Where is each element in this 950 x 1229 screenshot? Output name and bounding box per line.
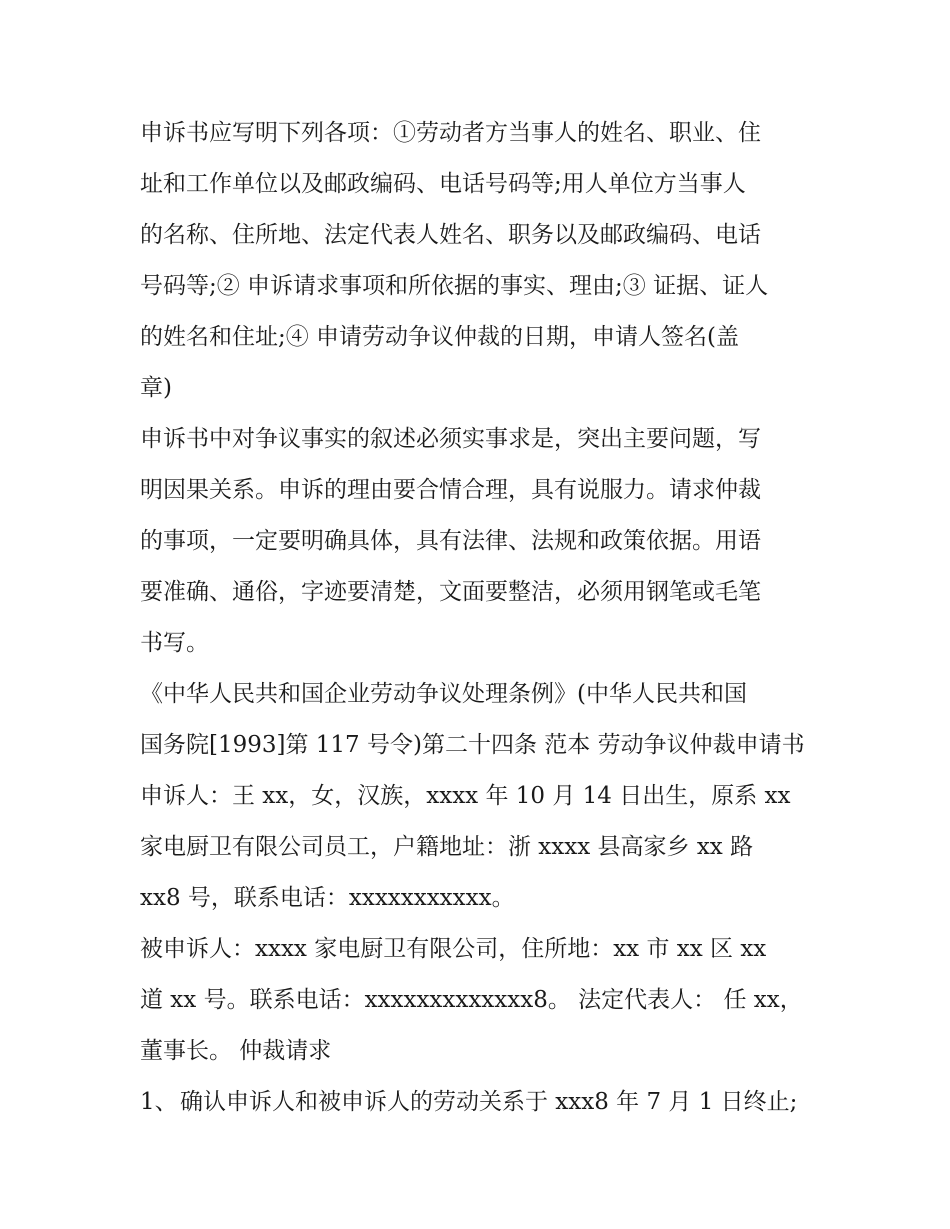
text-line: 申诉书应写明下列各项：①劳动者方当事人的姓名、职业、住 (140, 120, 761, 146)
text-line: 号码等;② 申诉请求事项和所依据的事实、理由;③ 证据、证人 (140, 273, 769, 299)
text-line: 国务院[1993]第 117 号令)第二十四条 范本 劳动争议仲裁申请书 (140, 732, 805, 758)
text-line: 董事长。 仲裁请求 (140, 1038, 332, 1064)
text-line: 申诉书中对争议事实的叙述必须实事求是，突出主要问题，写 (140, 426, 761, 452)
claim-text: 确认申诉人和被申诉人的劳动关系于 xxx8 年 7 月 1 日终止; (180, 1089, 798, 1115)
text-line: 申诉人：王 xx，女，汉族，xxxx 年 10 月 14 日出生，原系 xx (140, 783, 791, 809)
claim-number: 1、 (140, 1089, 178, 1115)
text-line: 的姓名和住址;④ 申请劳动争议仲裁的日期，申请人签名(盖 (140, 324, 740, 350)
text-line: 址和工作单位以及邮政编码、电话号码等;用人单位方当事人 (140, 171, 746, 197)
text-line: 道 xx 号。联系电话：xxxxxxxxxxxxx8。 法定代表人： 任 xx， (140, 987, 803, 1013)
text-line: 要准确、通俗，字迹要清楚，文面要整洁，必须用钢笔或毛笔 (140, 579, 761, 605)
paragraph-respondent (140, 924, 820, 1077)
text-line: 被申诉人：xxxx 家电厨卫有限公司，住所地：xx 市 xx 区 xx (140, 936, 767, 962)
text-line: 《中华人民共和国企业劳动争议处理条例》(中华人民共和国 (140, 681, 747, 707)
paragraph-applicant (140, 771, 820, 924)
text-line: 书写。 (140, 630, 209, 656)
text-line: 明因果关系。申诉的理由要合情合理，具有说服力。请求仲裁 (140, 477, 761, 503)
document-body (140, 108, 820, 1128)
paragraph-requirements (140, 108, 820, 414)
text-line: 的名称、住所地、法定代表人姓名、职务以及邮政编码、电话 (140, 222, 761, 248)
text-line: 家电厨卫有限公司员工，户籍地址：浙 xxxx 县高家乡 xx 路 (140, 834, 754, 860)
text-line: 章) (140, 375, 172, 401)
paragraph-regulation-reference (140, 669, 820, 771)
text-line: xx8 号，联系电话：xxxxxxxxxxx。 (140, 885, 515, 911)
claim-line (140, 1077, 820, 1128)
text-line: 的事项，一定要明确具体，具有法律、法规和政策依据。用语 (140, 528, 761, 554)
claim-list-item (140, 1077, 820, 1128)
paragraph-writing-guidance (140, 414, 820, 669)
